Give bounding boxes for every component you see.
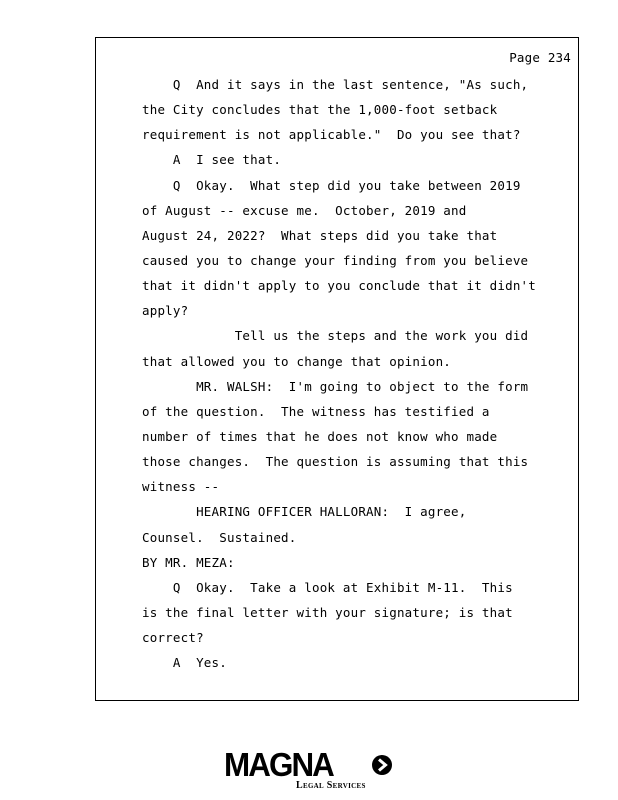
- transcript-line: Q And it says in the last sentence, "As such,: [142, 77, 529, 92]
- transcript-line: August 24, 2022? What steps did you take that: [142, 227, 498, 243]
- transcript-line: A Yes.: [142, 655, 227, 671]
- transcript-line: Counsel. Sustained.: [142, 529, 297, 545]
- page-number: Page 234: [509, 50, 571, 65]
- transcript-line: that allowed you to change that opinion.: [142, 353, 452, 369]
- transcript-line: caused you to change your finding from you believe: [142, 252, 529, 268]
- transcript-line: BY MR. MEZA:: [142, 554, 235, 570]
- transcript-line: Q Okay. What step did you take between 2019: [142, 177, 521, 193]
- transcript-line: MR. WALSH: I'm going to object to the form: [142, 378, 529, 394]
- transcript-line: is the final letter with your signature; is that: [142, 604, 513, 620]
- logo-subtitle: Legal Services: [296, 780, 366, 791]
- transcript-line: apply?: [142, 303, 189, 319]
- transcript-line: number of times that he does not know who made: [142, 428, 498, 444]
- transcript-line: correct?: [142, 630, 204, 646]
- transcript-body: [142, 72, 572, 675]
- transcript-line: requirement is not applicable." Do you see that?: [142, 127, 521, 143]
- transcript-line: Tell us the steps and the work you did: [142, 328, 529, 344]
- transcript-line: of the question. The witness has testified a: [142, 403, 490, 419]
- transcript-line: HEARING OFFICER HALLORAN: I agree,: [142, 504, 467, 520]
- transcript-line: that it didn't apply to you conclude that it didn't: [142, 278, 537, 294]
- arrow-circle-icon: [371, 754, 393, 776]
- transcript-line: A I see that.: [142, 152, 282, 168]
- transcript-line: of August -- excuse me. October, 2019 and: [142, 202, 467, 218]
- transcript-line: the City concludes that the 1,000-foot setback: [142, 102, 498, 118]
- transcript-line: Q Okay. Take a look at Exhibit M-11. This: [142, 579, 513, 595]
- transcript-line: those changes. The question is assuming that this: [142, 454, 529, 470]
- magna-logo: [224, 748, 396, 792]
- transcript-page: [95, 37, 579, 701]
- logo-wordmark: MAGNA: [224, 746, 333, 783]
- transcript-line: witness --: [142, 479, 220, 495]
